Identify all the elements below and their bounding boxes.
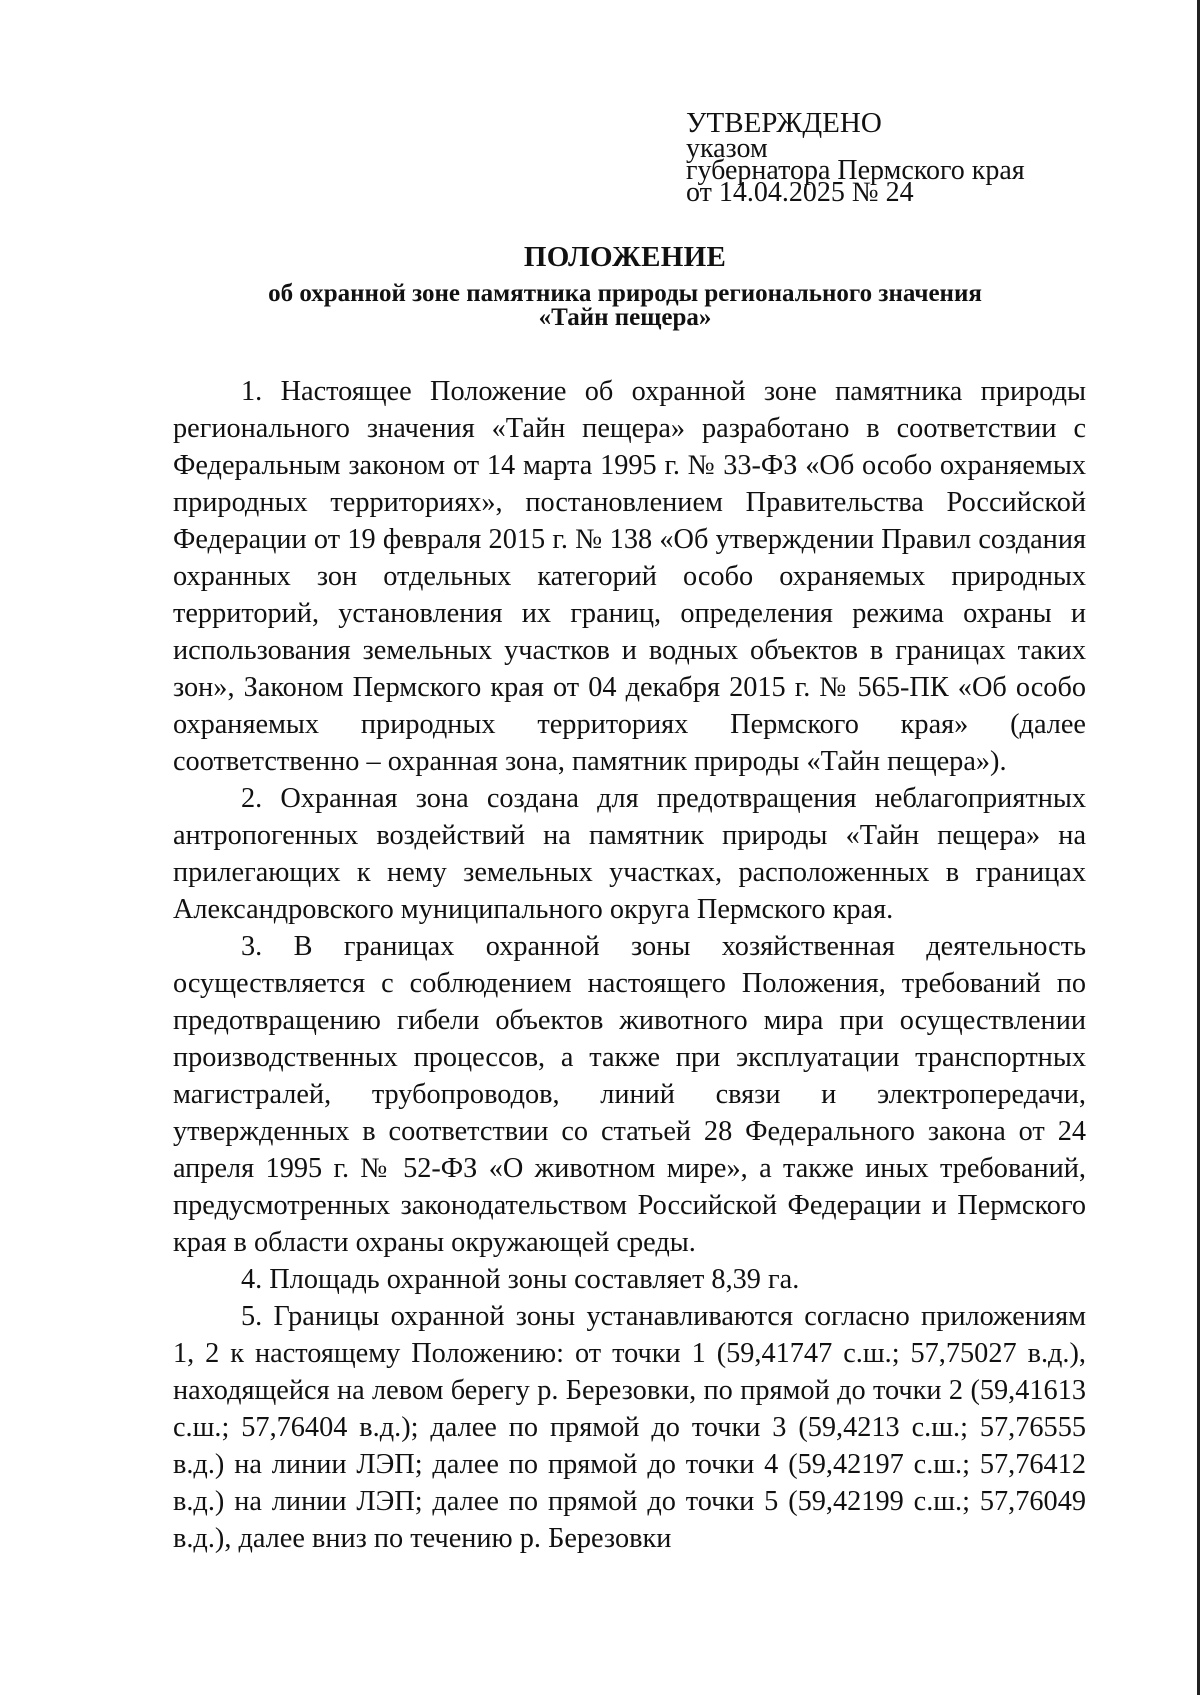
subtitle-line-1: об охранной зоне памятника природы регионального значения — [268, 280, 982, 307]
document-body — [173, 373, 1086, 1557]
approval-stamp — [686, 107, 1086, 208]
paragraph-1: 1. Настоящее Положение об охранной зоне памятника природы регионального значения «Тайн пещера» разработано в соответствии с Федеральным законом от 14 марта 1995 г. № 33-ФЗ «Об особо охраняемых природных территориях», постановлением Правительства Российской Федерации от 19 февраля 2015 г. № 138 «Об утверждении Правил создания охранных зон отдельных категорий особо охраняемых природных территорий, установления их границ, определения режима охраны и использования земельных участков и водных объектов в границах таких зон», Законом Пермского края от 04 декабря 2015 г. № 565-ПК «Об особо охраняемых природных территориях Пермского края» (далее соответственно – охранная зона, памятник природы «Тайн пещера»). — [173, 376, 1086, 777]
approval-date-number: от 14.04.2025 № 24 — [686, 177, 914, 208]
approval-decree: указом — [686, 133, 768, 164]
document-subtitle — [0, 282, 1200, 330]
paragraph-2: 2. Охранная зона создана для предотвращения неблагоприятных антропогенных воздействий на памятник природы «Тайн пещера» на прилегающих к нему земельных участках, расположенных в границах Александровского муниципального округа Пермского края. — [173, 783, 1086, 925]
paragraph-3: 3. В границах охранной зоны хозяйственная деятельность осуществляется с соблюдением настоящего Положения, требований по предотвращению гибели объектов животного мира при осуществлении производственных процессов, а также при эксплуатации транспортных магистралей, трубопроводов, линий связи и электропередачи, утвержденных в соответствии со статьей 28 Федерального закона от 24 апреля 1995 г. № 52-ФЗ «О животном мире», а также иных требований, предусмотренных законодательством Российской Федерации и Пермского края в области охраны окружающей среды. — [173, 931, 1086, 1258]
approval-authority: губернатора Пермского края — [686, 155, 1025, 186]
document-title: ПОЛОЖЕНИЕ — [523, 241, 727, 273]
subtitle-line-2: «Тайн пещера» — [538, 304, 712, 331]
paragraph-5: 5. Границы охранной зоны устанавливаются согласно приложениям 1, 2 к настоящему Положению: от точки 1 (59,41747 с.ш.; 57,75027 в.д.), находящейся на левом берегу р. Березовки, по прямой до точки 2 (59,41613 с.ш.; 57,76404 в.д.); далее по прямой до точки 3 (59,4213 с.ш.; 57,76555 в.д.) на линии ЛЭП; далее по прямой до точки 4 (59,42197 с.ш.; 57,76412 в.д.) на линии ЛЭП; далее по прямой до точки 5 (59,42199 с.ш.; 57,76049 в.д.), далее вниз по течению р. Березовки — [173, 1301, 1086, 1554]
paragraph-4: 4. Площадь охранной зоны составляет 8,39 га. — [241, 1264, 800, 1295]
approval-heading: УТВЕРЖДЕНО — [686, 107, 882, 139]
